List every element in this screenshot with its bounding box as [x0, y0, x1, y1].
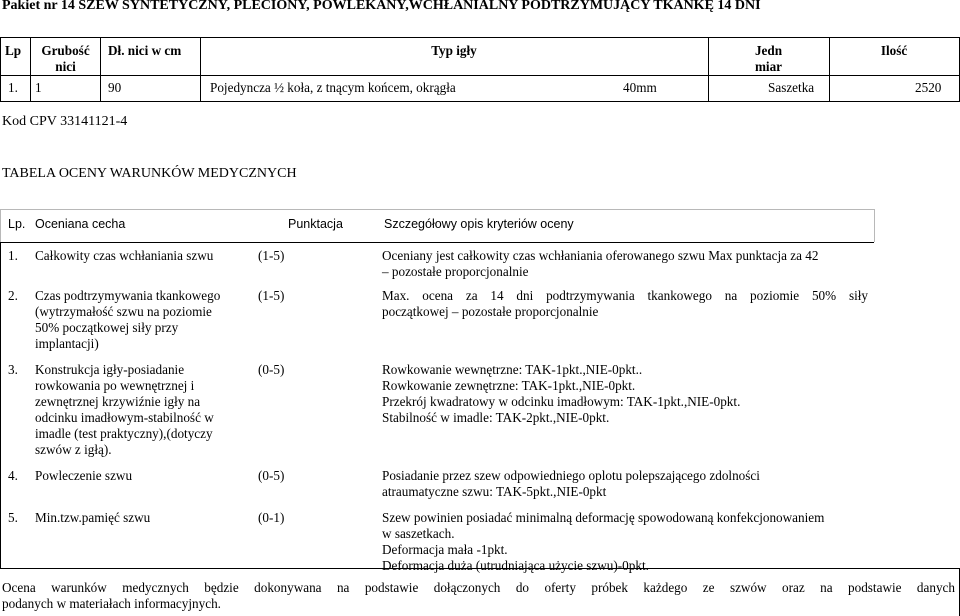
eval-row-2-opis-line2: początkowej – pozostałe proporcjonalnie — [382, 304, 599, 319]
eval-row-2-opis: Max. ocena za 14 dni podtrzymywania tkankowego na poziomie 50% siły — [382, 288, 868, 303]
row-typ-igly: Pojedyncza ½ koła, z tnącym końcem, okrągła — [210, 80, 456, 95]
evaluation-title: TABELA OCENY WARUNKÓW MEDYCZNYCH — [2, 166, 297, 181]
eval-row-2-lp: 2. — [8, 288, 18, 303]
eval-header-lp: Lp. — [8, 217, 26, 231]
eval-row-3-opis-line3: Przekrój kwadratowy w odcinku imadłowym: TAK-1pkt.,NIE-0pkt. — [382, 394, 741, 409]
header-jedn-line2: miar — [754, 59, 783, 74]
eval-header-punktacja: Punktacja — [288, 217, 343, 231]
row-ilosc: 2520 — [915, 80, 942, 95]
eval-row-5-opis-line2: w saszetkach. — [382, 526, 455, 541]
eval-row-4-opis: Posiadanie przez szew odpowiedniego oplotu polepszającego zdolności — [382, 468, 760, 483]
footer-note-line2: podanych w materiałach informacyjnych. — [2, 596, 221, 611]
eval-row-3-cecha: Konstrukcja igły-posiadanie — [35, 362, 185, 377]
row-dl-nici: 90 — [108, 80, 122, 95]
eval-row-3-cecha-line2: rowkowania po wewnętrznej i — [35, 378, 195, 393]
header-lp: Lp — [5, 43, 22, 58]
eval-row-3-cecha-line5: imadle (test praktyczny),(dotyczy — [35, 426, 213, 441]
header-grubosc-line2: nici — [55, 59, 76, 74]
eval-row-5-punktacja: (0-1) — [258, 510, 285, 525]
eval-row-3-opis-line4: Stabilność w imadle: TAK-2pkt.,NIE-0pkt. — [382, 410, 610, 425]
eval-row-4-punktacja: (0-5) — [258, 468, 285, 483]
eval-header-opis: Szczegółowy opis kryteriów oceny — [384, 217, 574, 231]
row-rozmiar: 40mm — [623, 80, 657, 95]
eval-row-4-lp: 4. — [8, 468, 18, 483]
eval-row-3-cecha-line3: zewnętrznej krzywiźnie igły na — [35, 394, 201, 409]
eval-row-5-lp: 5. — [8, 510, 18, 525]
eval-row-5-opis-line4: Deformacja duża (utrudniająca użycie szwu)-0pkt. — [382, 558, 649, 573]
eval-row-5-opis: Szew powinien posiadać minimalną deformację spowodowaną konfekcjonowaniem — [382, 510, 825, 525]
eval-row-2-cecha: Czas podtrzymywania tkankowego — [35, 288, 221, 303]
eval-row-3-cecha-line6: szwów z igłą). — [35, 442, 112, 457]
header-ilosc: Ilość — [880, 43, 908, 58]
row-jedn: Saszetka — [768, 80, 815, 95]
eval-row-5-cecha: Min.tzw.pamięć szwu — [35, 510, 151, 525]
row-lp: 1. — [8, 80, 18, 95]
eval-row-4-cecha: Powleczenie szwu — [35, 468, 133, 483]
package-title: Pakiet nr 14 SZEW SYNTETYCZNY, PLECIONY, POWLEKANY,WCHŁANIALNY PODTRZYMUJĄCY TKANKĘ 14 DNI — [2, 0, 761, 13]
eval-row-5-opis-line3: Deformacja mała -1pkt. — [382, 542, 508, 557]
eval-row-2-punktacja: (1-5) — [258, 288, 285, 303]
eval-row-3-punktacja: (0-5) — [258, 362, 285, 377]
row-grubosc: 1 — [35, 80, 42, 95]
eval-row-4-opis-line2: atraumatyczne szwu: TAK-5pkt.,NIE-0pkt — [382, 484, 607, 499]
eval-row-3-cecha-line4: odcinku imadłowym-stabilność w — [35, 410, 214, 425]
eval-row-2-cecha-line3: 50% początkowej siły przy — [35, 320, 179, 335]
header-jedn: Jedn — [754, 43, 783, 58]
eval-row-1-cecha: Całkowity czas wchłaniania szwu — [35, 248, 214, 263]
eval-row-1-lp: 1. — [8, 248, 18, 263]
eval-row-2-cecha-line4: implantacji) — [35, 336, 99, 351]
eval-row-3-lp: 3. — [8, 362, 18, 377]
header-dl-nici: Dł. nici w cm — [108, 43, 182, 58]
eval-row-1-opis-line2: – pozostałe proporcjonalnie — [382, 264, 529, 279]
eval-row-3-opis: Rowkowanie wewnętrzne: TAK-1pkt.,NIE-0pkt.. — [382, 362, 643, 377]
header-typ-igly: Typ igły — [431, 43, 477, 58]
eval-row-1-punktacja: (1-5) — [258, 248, 285, 263]
eval-row-1-opis: Oceniany jest całkowity czas wchłaniania oferowanego szwu Max punktacja za 42 — [382, 248, 819, 263]
header-grubosc: Grubość — [41, 43, 90, 58]
eval-row-2-cecha-line2: (wytrzymałość szwu na poziomie — [35, 304, 212, 319]
cpv-code: Kod CPV 33141121-4 — [2, 114, 128, 129]
eval-header-cecha: Oceniana cecha — [35, 217, 126, 231]
eval-row-3-opis-line2: Rowkowanie zewnętrzne: TAK-1pkt.,NIE-0pkt. — [382, 378, 636, 393]
footer-note: Ocena warunków medycznych będzie dokonywana na podstawie dołączonych do oferty próbek każdego ze szwów oraz na podstawie danych — [2, 580, 955, 595]
